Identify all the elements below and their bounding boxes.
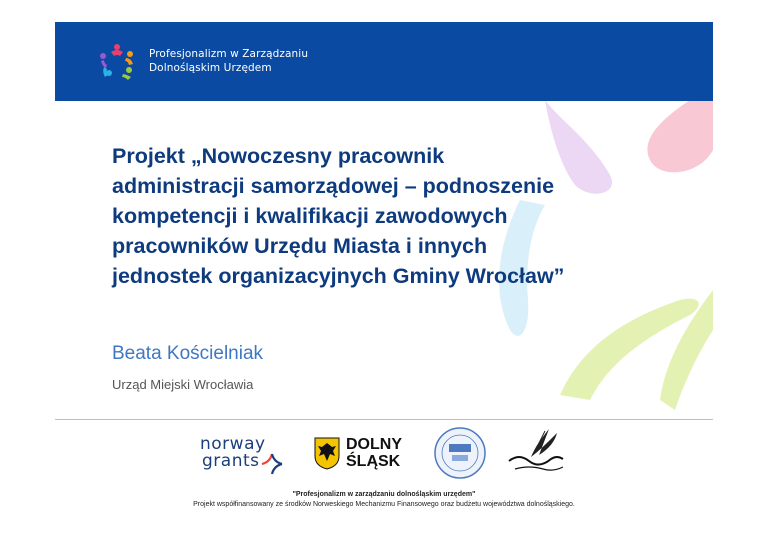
norway-grants-word-2: grants [202,451,260,471]
author-name: Beata Kościelniak [112,343,264,364]
banner-title-line-1: Profesjonalizm w Zarządzaniu [149,48,309,60]
header-banner [55,22,713,101]
author-institution: Urząd Miejski Wrocławia [112,377,254,392]
norway-grants-swirl-icon [260,452,284,476]
norway-grants-word-1: norway [200,434,266,454]
title-line-1: Projekt „Nowoczesny pracownik [112,144,445,168]
project-title [112,141,652,291]
people-circle-icon [95,39,139,83]
eagle-crest-icon [313,436,341,470]
title-line-4: pracowników Urzędu Miasta i innych [112,234,488,258]
title-line-5: jednostek organizacyjnych Gminy Wrocław” [112,264,565,288]
round-stamp-logo [433,426,487,480]
title-line-2: administracji samorządowej – podnoszenie [112,174,555,198]
banner-title-line-2: Dolnośląskim Urzędem [149,62,272,74]
title-line-3: kompetencji i kwalifikacji zawodowych [112,204,508,228]
footer-project-title: "Profesjonalizm w zarządzaniu dolnośląskim urzędem" [292,491,476,498]
norway-grants-logo [200,436,266,470]
feather-hand-logo [505,425,567,475]
dolny-slask-wordmark [346,436,402,470]
banner-title [149,47,308,75]
footer-funding-note: Projekt współfinansowany ze środków Norweskiego Mechanizmu Finansowego oraz budżetu województwa dolnośląskiego. [193,501,575,508]
slask-word: ŚLĄSK [346,453,401,470]
dolny-word: DOLNY [346,436,402,453]
